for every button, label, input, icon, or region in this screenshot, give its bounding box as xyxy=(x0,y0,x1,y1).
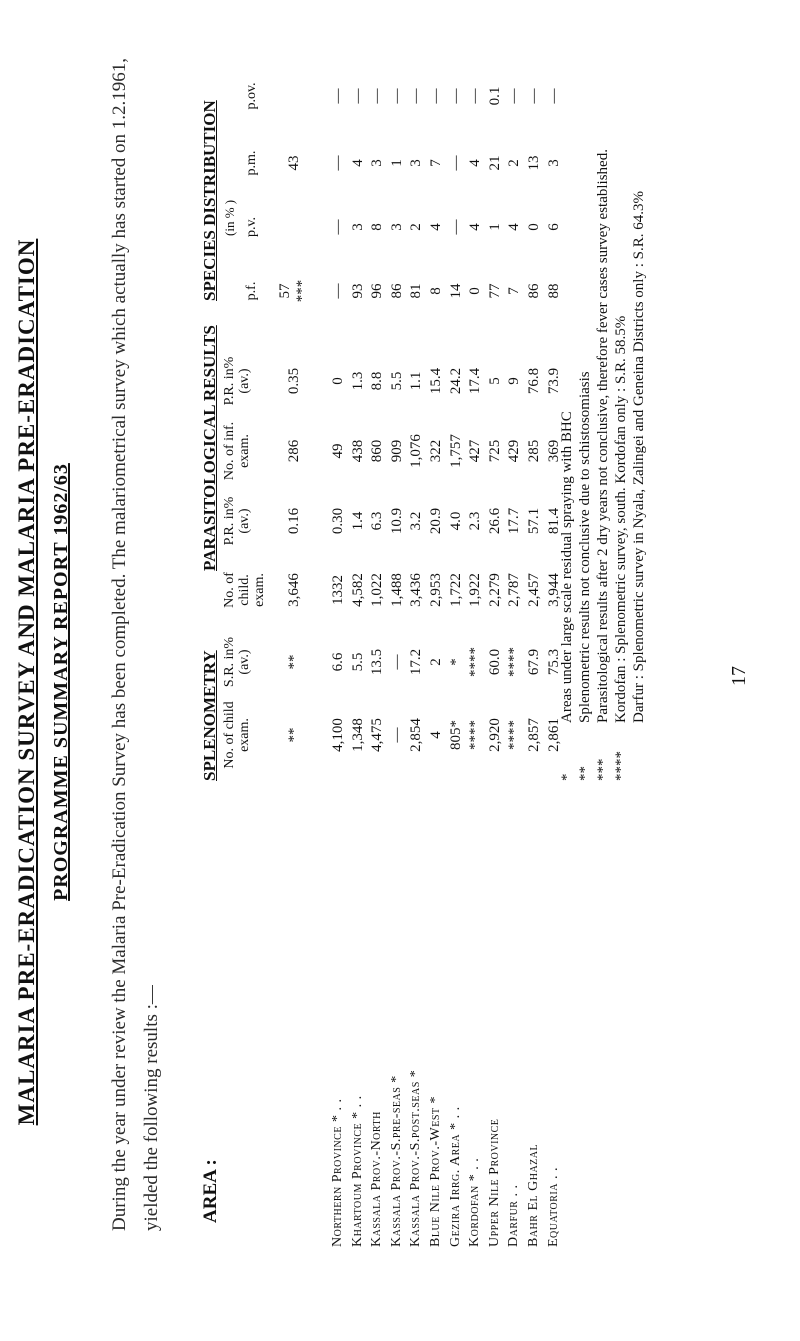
cell-pr-in-pct: 3.2 xyxy=(408,511,425,531)
cell-pf: 14 xyxy=(447,283,464,299)
footnote xyxy=(576,149,594,781)
cell-no-child-exam: 805* xyxy=(447,720,464,750)
cell-pm: 13 xyxy=(526,155,542,171)
row-area-label: Bahr El Ghazal xyxy=(526,1143,541,1247)
cell-pm: 4 xyxy=(467,159,484,167)
col-pr-pct: P.R. in% (av.) xyxy=(222,496,252,546)
cell-no-child-exam: — xyxy=(388,727,405,743)
footnote-mark: **** xyxy=(613,751,629,781)
row-area-label: Kassala Prov.-S.post.seas * xyxy=(408,1069,424,1247)
cell-no-child-exam: 4 xyxy=(428,731,444,739)
cell-sr-in-pct: 17.2 xyxy=(408,648,425,676)
footnote xyxy=(594,149,612,781)
row-area-label: Kordofan * . . xyxy=(467,1157,483,1247)
cell-no-child-exam-par: 3,944 xyxy=(545,573,562,607)
cell-no-child-exam-par: 1,022 xyxy=(369,573,386,607)
top-sr-pct: ** xyxy=(286,654,302,670)
cell-pr-in-pct-inf: 17.4 xyxy=(467,367,484,395)
splenometry-heading: SPLENOMETRY xyxy=(200,650,219,781)
row-area-label: Equatoria . . xyxy=(545,1167,561,1247)
col-sr-pct: S.R. in% (av.) xyxy=(222,636,252,688)
top-pf-mark: *** xyxy=(294,279,310,303)
cell-no-child-exam: 2,861 xyxy=(545,718,562,752)
row-area-label: Northern Province * . . xyxy=(330,1098,345,1247)
species-unit: (in % ) xyxy=(222,199,237,236)
cell-pr-in-pct-inf: 5 xyxy=(486,377,503,385)
footnote xyxy=(630,149,648,781)
document-subtitle: PROGRAMME SUMMARY REPORT 1962/63 xyxy=(50,463,72,901)
cell-sr-in-pct: 67.9 xyxy=(526,648,542,676)
cell-pv: — xyxy=(447,219,464,235)
cell-pr-in-pct: 0.30 xyxy=(330,507,346,535)
cell-pf: 81 xyxy=(408,283,425,299)
top-no-child-exam: ** xyxy=(286,727,302,743)
cell-pv: 4 xyxy=(428,223,444,231)
intro-paragraph: During the year under review the Malaria Pre-Eradication Survey has been completed. The malariometrical survey which actually has started on 1.2.1961, yielded the following results :— xyxy=(109,57,162,1231)
cell-no-child-exam-par: 3,436 xyxy=(408,573,425,607)
cell-pf: 7 xyxy=(506,287,523,295)
cell-no-child-exam-par: 2,953 xyxy=(428,573,444,607)
cell-no-inf-exam: 285 xyxy=(526,439,542,463)
footnote-text: Areas under large scale residual spraying with BHC xyxy=(559,411,575,723)
col-pf: p.f. xyxy=(244,281,259,301)
species-heading: SPECIES DISTRIBUTION xyxy=(200,100,219,301)
cell-no-child-exam-par: 2,457 xyxy=(526,573,542,607)
cell-sr-in-pct: 60.0 xyxy=(486,648,503,676)
footnote-mark: * xyxy=(559,773,575,781)
cell-pv: — xyxy=(330,219,346,235)
cell-pm: — xyxy=(330,155,346,171)
cell-pv: 1 xyxy=(486,223,503,231)
cell-pf: 86 xyxy=(388,283,405,299)
cell-pv: 4 xyxy=(506,223,523,231)
cell-no-child-exam-par: 1,488 xyxy=(388,573,405,607)
cell-pov: — xyxy=(388,88,405,104)
cell-no-inf-exam: 860 xyxy=(369,439,386,463)
cell-pv: 4 xyxy=(467,223,484,231)
cell-pov: 0.1 xyxy=(486,86,503,106)
cell-no-inf-exam: 1,076 xyxy=(408,434,425,468)
footnote-text: Darfur : Splenometric survey in Nyala, Zalingei and Geneina Districts only : S.R. 64.3% xyxy=(631,191,647,723)
cell-pr-in-pct: 57.1 xyxy=(526,507,542,535)
cell-pv: 3 xyxy=(388,223,405,231)
cell-pf: 8 xyxy=(428,287,444,295)
cell-pov: — xyxy=(447,88,464,104)
footnotes xyxy=(558,149,648,781)
cell-pm: 1 xyxy=(388,159,405,167)
col-pm: p.m. xyxy=(244,150,259,176)
cell-no-inf-exam: 322 xyxy=(428,439,444,463)
row-area-label: Upper Nile Province xyxy=(486,1118,502,1247)
cell-pov: — xyxy=(467,88,484,104)
cell-pov: — xyxy=(408,88,425,104)
cell-pr-in-pct: 2.3 xyxy=(467,511,484,531)
cell-no-child-exam: 2,854 xyxy=(408,718,425,752)
top-pr-pct: 0.16 xyxy=(286,507,302,535)
row-area-label: Kassala Prov.-North xyxy=(369,1111,385,1247)
cell-pf: 0 xyxy=(467,287,484,295)
cell-no-child-exam: 2,920 xyxy=(486,718,503,752)
parasitological-heading: PARASITOLOGICAL RESULTS xyxy=(200,325,219,571)
row-area-label: Blue Nile Prov.-West * xyxy=(428,1096,443,1247)
cell-pr-in-pct: 6.3 xyxy=(369,511,386,531)
cell-pv: 3 xyxy=(349,223,366,231)
cell-pr-in-pct: 10.9 xyxy=(388,507,405,535)
col-no-child-exam-par: No. of child. exam. xyxy=(222,572,267,608)
cell-pr-in-pct-inf: 73.9 xyxy=(545,367,562,395)
cell-pv: 0 xyxy=(526,223,542,231)
cell-sr-in-pct: * xyxy=(447,658,464,666)
cell-pr-in-pct-inf: 1.1 xyxy=(408,371,425,391)
cell-pm: 7 xyxy=(428,159,444,167)
cell-pr-in-pct-inf: 8.8 xyxy=(369,371,386,391)
cell-pov: — xyxy=(428,88,444,104)
col-pv: p.v. xyxy=(244,216,259,238)
cell-no-child-exam-par: 4,582 xyxy=(349,573,366,607)
cell-pm: 21 xyxy=(486,155,503,171)
area-heading: AREA : xyxy=(200,1159,221,1223)
cell-pr-in-pct: 81.4 xyxy=(545,507,562,535)
cell-no-child-exam: 4,100 xyxy=(330,718,346,752)
top-pf: 57 xyxy=(277,283,293,299)
top-pm: 43 xyxy=(286,155,302,171)
cell-sr-in-pct: 6.6 xyxy=(330,652,346,672)
cell-no-child-exam-par: 2,787 xyxy=(506,573,523,607)
cell-no-inf-exam: 369 xyxy=(545,439,562,463)
cell-pov: — xyxy=(330,88,346,104)
cell-pf: 96 xyxy=(369,283,386,299)
cell-no-inf-exam: 438 xyxy=(349,439,366,463)
cell-no-inf-exam: 909 xyxy=(388,439,405,463)
cell-no-child-exam: 2,857 xyxy=(526,718,542,752)
cell-sr-in-pct: **** xyxy=(467,647,484,677)
page-number: 17 xyxy=(728,666,750,686)
cell-pr-in-pct: 4.0 xyxy=(447,511,464,531)
cell-no-inf-exam: 1,757 xyxy=(447,434,464,468)
cell-pr-in-pct: 1.4 xyxy=(349,511,366,531)
cell-sr-in-pct: 2 xyxy=(428,658,444,666)
footnote xyxy=(558,149,576,781)
cell-no-inf-exam: 49 xyxy=(330,443,346,459)
cell-pr-in-pct-inf: 9 xyxy=(506,377,523,385)
cell-pm: 2 xyxy=(506,159,523,167)
cell-pm: 3 xyxy=(369,159,386,167)
cell-no-child-exam-par: 1332 xyxy=(330,575,346,605)
cell-pr-in-pct: 17.7 xyxy=(506,507,523,535)
cell-no-child-exam-par: 1,722 xyxy=(447,573,464,607)
cell-pr-in-pct-inf: 1.3 xyxy=(349,371,366,391)
cell-pv: 6 xyxy=(545,223,562,231)
cell-pr-in-pct-inf: 24.2 xyxy=(447,367,464,395)
cell-pov: — xyxy=(349,88,366,104)
footnote-mark: *** xyxy=(595,758,611,781)
col-no-child-exam: No. of child exam. xyxy=(222,701,252,769)
cell-pf: 93 xyxy=(349,283,366,299)
row-area-label: Darfur . . xyxy=(506,1184,522,1247)
cell-pov: — xyxy=(506,88,523,104)
cell-no-child-exam-par: 1,922 xyxy=(467,573,484,607)
document-title: MALARIA PRE-ERADICATION SURVEY AND MALARIA PRE-ERADICATION xyxy=(14,238,39,1126)
cell-pr-in-pct-inf: 5.5 xyxy=(388,371,405,391)
row-area-label: Khartoum Province * . . xyxy=(349,1095,365,1247)
col-pr-pct-inf: P.R. in% (av.) xyxy=(222,356,252,406)
cell-sr-in-pct: **** xyxy=(506,647,523,677)
cell-pov: — xyxy=(369,88,386,104)
cell-pm: — xyxy=(447,155,464,171)
cell-no-inf-exam: 427 xyxy=(467,439,484,463)
cell-sr-in-pct: 75.3 xyxy=(545,648,562,676)
cell-sr-in-pct: — xyxy=(388,654,405,670)
cell-pf: 77 xyxy=(486,283,503,299)
cell-sr-in-pct: 5.5 xyxy=(349,652,366,672)
row-area-label: Kassala Prov.-S.pre-seas * xyxy=(388,1075,404,1247)
cell-no-child-exam: 1,348 xyxy=(349,718,366,752)
cell-no-child-exam: **** xyxy=(467,720,484,750)
cell-no-inf-exam: 429 xyxy=(506,439,523,463)
top-no-child-exam-par: 3,646 xyxy=(286,573,302,607)
top-no-inf-exam: 286 xyxy=(286,439,302,463)
footnote-mark: ** xyxy=(577,766,593,781)
footnote-text: Kordofan : Splenometric survey, south. Kordofan only : S.R. 58.5% xyxy=(613,315,629,723)
col-no-inf-exam: No. of inf. exam. xyxy=(222,421,252,481)
footnote-text: Splenometric results not conclusive due to schistosomiasis xyxy=(577,371,593,723)
cell-pm: 3 xyxy=(545,159,562,167)
cell-pr-in-pct-inf: 15.4 xyxy=(428,367,444,395)
cell-pm: 4 xyxy=(349,159,366,167)
cell-pr-in-pct: 26.6 xyxy=(486,507,503,535)
cell-pf: — xyxy=(330,283,346,299)
cell-sr-in-pct: 13.5 xyxy=(369,648,386,676)
cell-no-child-exam: 4,475 xyxy=(369,718,386,752)
cell-pm: 3 xyxy=(408,159,425,167)
footnote-text: Parasitological results after 2 dry years not conclusive, therefore fever cases survey established. xyxy=(595,149,611,723)
cell-pr-in-pct: 20.9 xyxy=(428,507,444,535)
cell-pv: 2 xyxy=(408,223,425,231)
col-pov: p.ov. xyxy=(244,82,259,110)
cell-pr-in-pct-inf: 76.8 xyxy=(526,367,542,395)
cell-pov: — xyxy=(545,88,562,104)
cell-pf: 88 xyxy=(545,283,562,299)
cell-pf: 86 xyxy=(526,283,542,299)
cell-no-inf-exam: 725 xyxy=(486,439,503,463)
footnote xyxy=(612,149,630,781)
cell-pov: — xyxy=(526,88,542,104)
cell-pr-in-pct-inf: 0 xyxy=(330,377,346,385)
row-area-label: Gezira Irrg. Area * . . xyxy=(447,1106,463,1247)
cell-no-child-exam: **** xyxy=(506,720,523,750)
cell-no-child-exam-par: 2,279 xyxy=(486,573,503,607)
cell-pv: 8 xyxy=(369,223,386,231)
top-pr-pct-inf: 0.35 xyxy=(286,367,302,395)
